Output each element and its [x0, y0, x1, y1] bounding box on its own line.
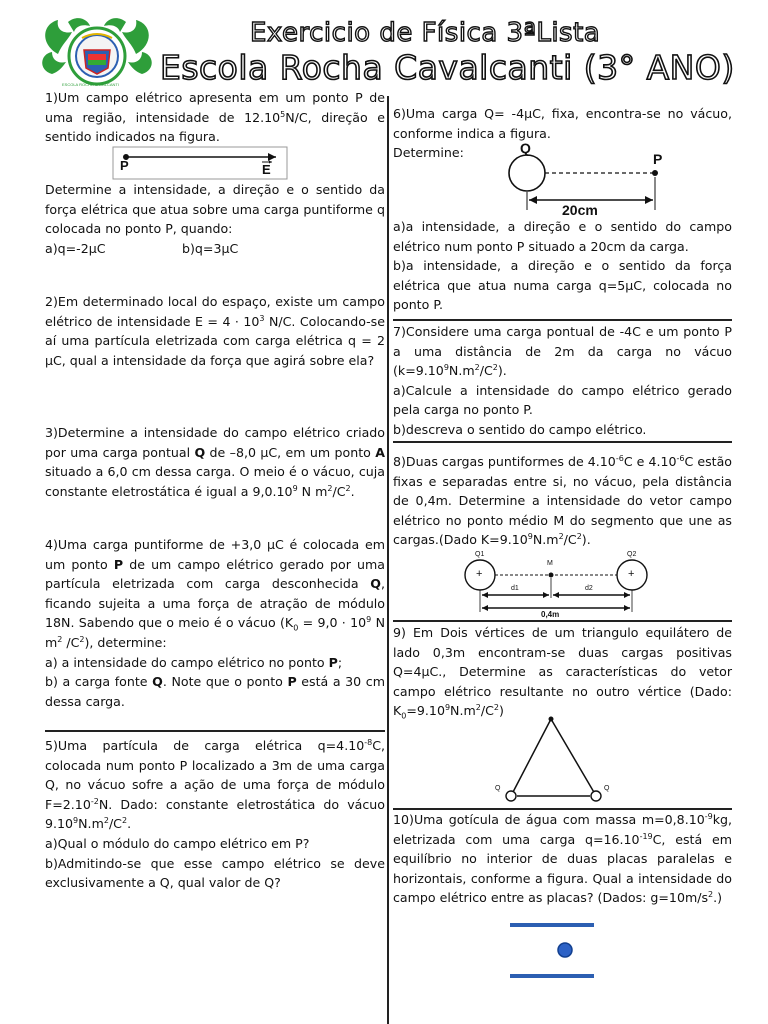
question-4: 4)Uma carga puntiforme de +3,0 μC é colocada em um ponto P de um campo elétrico gerado por uma partícula eletrizada com carga desconhecida Q, ficando sujeita a uma força de atração de módulo 18N. Sabendo que o meio é o vácuo ($K_0 = 9,0 \cdot 10^9$ N $m^2$ $/C^2$), determine: a) a intensidade do campo elétrico no ponto P; b) a carga fonte Q. Note que o ponto P está a 30 cm dessa carga. — [45, 537, 386, 709]
q1-vector-e-label: E — [262, 162, 271, 177]
water-droplet — [558, 943, 572, 957]
column-divider — [387, 96, 389, 1024]
q9-charge-left-label: Q — [495, 785, 501, 792]
q9-triangle-figure — [490, 712, 630, 808]
q6-point-label: P — [653, 151, 663, 167]
q8-two-charges-figure — [455, 548, 665, 620]
question-7: 7)Considere uma carga pontual de -4C e um ponto P a uma distância de 2m da carga no vácuo $(k=9.10^9N.m^2/C^2)$. a)Calcule a intensidade do campo elétrico gerado pela carga no ponto P. b)descreva o sentido do campo elétrico. — [393, 324, 732, 437]
question-9: 9) Em Dois vértices de um triangulo equilátero de lado 0,3m encontram-se duas cargas positivas Q=4μC., Determine as características do vetor campo elétrico resultante no outro vértice (Dado: $K_0=9.10^9N.m^2/C^2$) — [393, 625, 732, 721]
q6-charge-label: Q — [520, 140, 531, 156]
question-3: 3)Determine a intensidade do campo elétrico criado por uma carga pontual Q de –8,0 μC, em um ponto A situado a 6,0 cm dessa carga. O meio é o vácuo, cuja constante eletrostática é igual a 9,0.10$^9$ N $m^2/C^2$. — [45, 425, 386, 499]
page-header — [0, 0, 768, 92]
q6-distance-label: 20cm — [562, 202, 598, 218]
question-1-body: Determine a intensidade, a direção e o sentido da força elétrica que atua sobre uma carga puntiforme q colocada no ponto P, quando: a)q=-2μC b)q=3μC — [45, 182, 385, 256]
school-name: Escola Rocha Cavalcanti (3° ANO) — [160, 48, 735, 87]
q8-plus-sign: + — [476, 568, 483, 580]
question-6-items: a)a intensidade, a direção e o sentido do campo elétrico num ponto P situado a 20cm da carga. b)a intensidade, a direção e o sentido da força elétrica que atua numa carga q=5μC, colocada no ponto P. — [393, 219, 732, 313]
q1-field-figure — [112, 146, 288, 180]
q8-distance-label: 0,4m — [541, 610, 560, 619]
school-logo — [38, 14, 156, 92]
separator-line — [45, 730, 385, 732]
q8-q2-label: Q2 — [627, 551, 637, 558]
q6-charge-figure — [500, 140, 680, 220]
question-8: 8)Duas cargas puntiformes de $4.10^{-6}C$ e $4.10^{-6}C$ estão fixas e separadas entre si, no vácuo, pela distância de 0,4m. Determine a intensidade do vetor campo elétrico no ponto médio M do segmento que une as cargas.(Dado $K=9.10^9N.m^2/C^2$). — [393, 453, 732, 548]
separator-line — [393, 620, 732, 622]
q10-plates-figure — [508, 920, 598, 982]
separator-line — [393, 441, 732, 443]
q8-d1-label: d1 — [511, 585, 519, 592]
q9-charge-right-label: Q — [604, 785, 610, 792]
q1-point-p-label: P — [120, 158, 129, 173]
question-2: 2)Em determinado local do espaço, existe um campo elétrico de intensidade $E = 4 \cdot 10^3$ N/C. Colocando-se aí uma partícula eletrizada com carga elétrica q = 2 μC, qual a intensidade da força que agirá sobre ela? — [45, 294, 385, 368]
q8-q1-label: Q1 — [475, 551, 485, 558]
page-title: Exercicio de Física 3ªLista — [250, 18, 601, 48]
q8-d2-label: d2 — [585, 585, 593, 592]
q8-plus-sign: + — [628, 568, 635, 580]
bottom-plate — [510, 974, 594, 978]
q8-midpoint-label: M — [547, 560, 553, 567]
question-5: 5)Uma partícula de carga elétrica $q=4.10^{-8}C$, colocada num ponto P localizado a 3m de uma carga Q, no vácuo sofre a ação de uma força de módulo $F=2.10^{-2}N$. Dado: constante eletrostática do vácuo $9.10^9N.m^2/C^2$. a)Qual o módulo do campo elétrico em P? b)Admitindo-se que esse campo elétrico se deve exclusivamente a Q, qual valor de Q? — [45, 737, 385, 891]
logo-caption: ESCOLA ROCHA CAVALCANTI — [62, 82, 119, 87]
separator-line — [393, 319, 732, 321]
question-6: 6)Uma carga Q= -4μC, fixa, encontra-se no vácuo, conforme indica a figura. Determine: — [393, 106, 732, 161]
question-10: 10)Uma gotícula de água com massa $m=0,8.10^{-9}kg$, eletrizada com uma carga $q=16.10^{-19}C$, está em equilíbrio no interior de duas placas paralelas e horizontais, conforme a figura. Qual a intensidade do campo elétrico entre as placas? (Dados: $g=10m/s^2$.) — [393, 811, 732, 906]
top-plate — [510, 923, 594, 927]
question-1: 1)Um campo elétrico apresenta em um ponto P de uma região, intensidade de 12.10$^5$N/C, direção e sentido indicados na figura. — [45, 90, 385, 145]
